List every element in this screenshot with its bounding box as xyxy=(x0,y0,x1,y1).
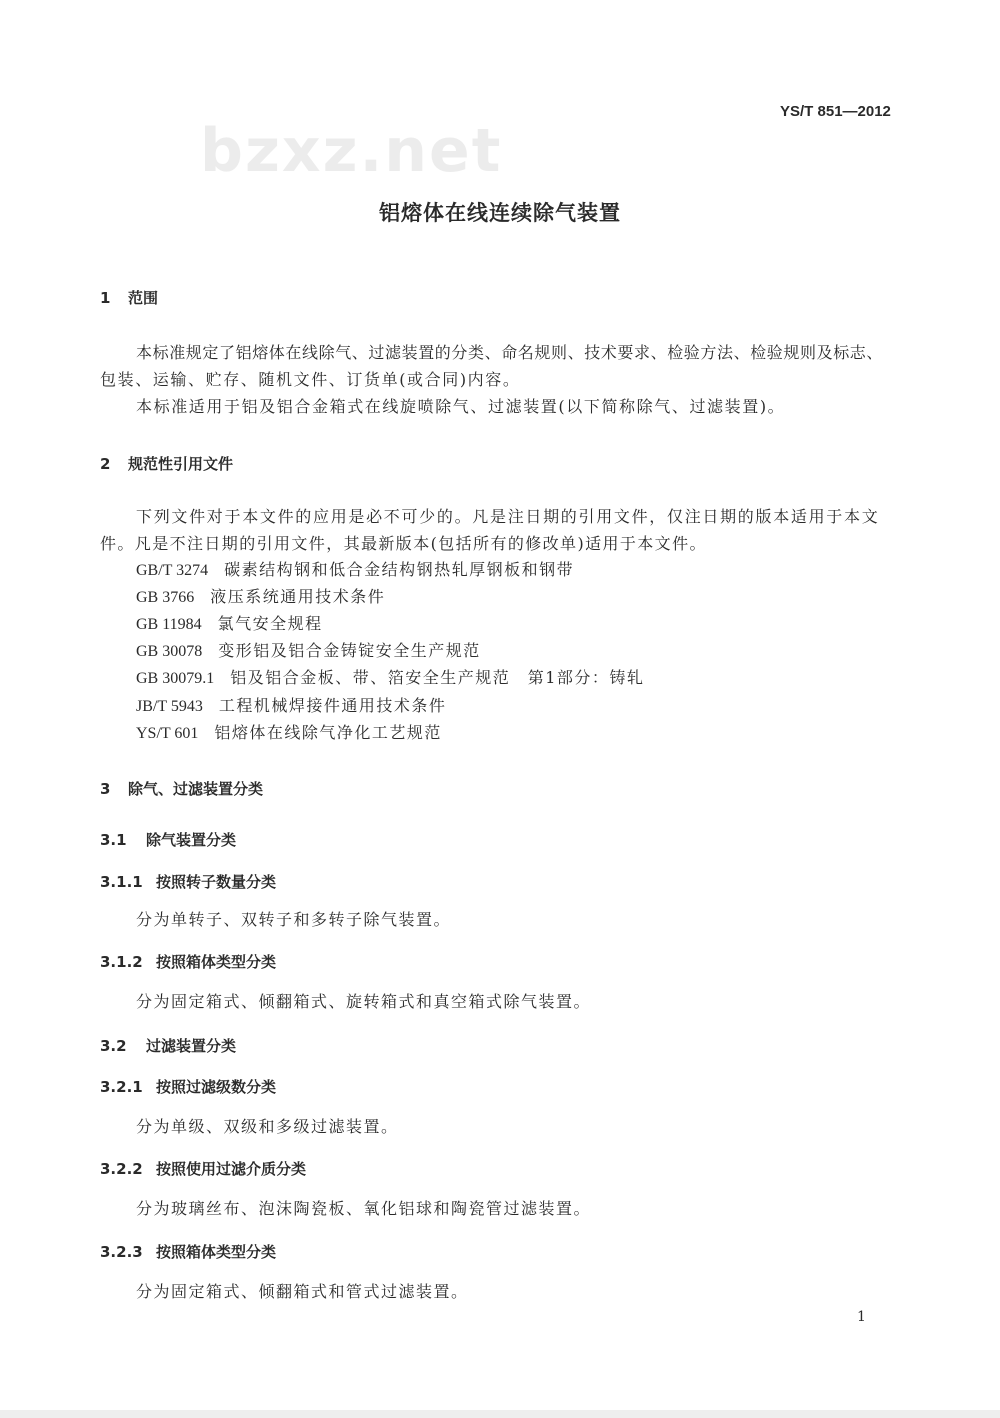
reference-item xyxy=(136,587,385,608)
paragraph: 分为玻璃丝布、泡沫陶瓷板、氧化铝球和陶瓷管过滤装置。 xyxy=(136,1199,592,1218)
reference-title: 工程机械焊接件通用技术条件 xyxy=(218,696,447,715)
section-number: 1 xyxy=(100,289,111,307)
section-title: 按照箱体类型分类 xyxy=(156,953,277,971)
paragraph: 本标准适用于铝及铝合金箱式在线旋喷除气、过滤装置(以下简称除气、过滤装置)。 xyxy=(136,397,786,416)
section-title: 按照箱体类型分类 xyxy=(156,1243,277,1261)
section-title: 按照转子数量分类 xyxy=(156,873,277,891)
reference-item xyxy=(136,560,574,581)
section-3-2-3-heading xyxy=(100,1242,276,1262)
standard-number: YS/T 851—2012 xyxy=(780,103,891,120)
section-number: 3.2.1 xyxy=(100,1078,143,1096)
section-number: 3.2 xyxy=(100,1037,127,1055)
reference-code: GB 30079.1 xyxy=(136,670,215,687)
paragraph: 分为固定箱式、倾翻箱式和管式过滤装置。 xyxy=(136,1282,469,1301)
paragraph-line: 件。凡是不注日期的引用文件，其最新版本(包括所有的修改单)适用于本文件。 xyxy=(100,534,707,553)
page-edge xyxy=(0,1410,1000,1418)
section-number: 2 xyxy=(100,455,111,473)
reference-item xyxy=(136,668,644,689)
reference-title: 变形铝及铝合金铸锭安全生产规范 xyxy=(218,641,481,660)
section-title: 范围 xyxy=(128,289,159,307)
reference-code: GB 30078 xyxy=(136,643,203,660)
reference-item xyxy=(136,614,323,635)
reference-title: 铝熔体在线除气净化工艺规范 xyxy=(214,723,442,742)
reference-code: GB 11984 xyxy=(136,616,202,633)
section-3-2-2-heading xyxy=(100,1159,306,1179)
paragraph-line: 下列文件对于本文件的应用是必不可少的。凡是注日期的引用文件，仅注日期的版本适用于本文 xyxy=(136,507,880,526)
section-title: 按照使用过滤介质分类 xyxy=(156,1160,307,1178)
document-title: 铝熔体在线连续除气装置 xyxy=(379,201,621,225)
reference-code: GB 3766 xyxy=(136,589,195,606)
reference-code: YS/T 601 xyxy=(136,725,199,742)
section-title: 除气装置分类 xyxy=(146,831,237,849)
section-number: 3.2.3 xyxy=(100,1243,143,1261)
reference-item xyxy=(136,696,446,717)
section-number: 3.2.2 xyxy=(100,1160,143,1178)
paragraph-line: 包装、运输、贮存、随机文件、订货单(或合同)内容。 xyxy=(100,370,521,389)
section-number: 3.1.2 xyxy=(100,953,143,971)
reference-title: 铝及铝合金板、带、箔安全生产规范 第1部分：铸轧 xyxy=(230,668,645,687)
section-1-heading xyxy=(100,288,158,308)
reference-title: 碳素结构钢和低合金结构钢热轧厚钢板和钢带 xyxy=(224,560,575,579)
section-title: 规范性引用文件 xyxy=(128,455,234,473)
section-2-heading xyxy=(100,454,233,474)
watermark: bzxz.net xyxy=(200,116,503,186)
section-3-2-heading xyxy=(100,1036,236,1056)
reference-title: 液压系统通用技术条件 xyxy=(210,587,386,606)
paragraph: 分为单转子、双转子和多转子除气装置。 xyxy=(136,910,452,929)
section-title: 按照过滤级数分类 xyxy=(156,1078,277,1096)
section-title: 除气、过滤装置分类 xyxy=(128,780,264,798)
section-3-1-1-heading xyxy=(100,872,276,892)
page-number: 1 xyxy=(857,1309,866,1325)
reference-code: GB/T 3274 xyxy=(136,562,209,579)
section-3-1-2-heading xyxy=(100,952,276,972)
section-3-heading xyxy=(100,779,263,799)
reference-code: JB/T 5943 xyxy=(136,698,203,715)
section-number: 3.1 xyxy=(100,831,127,849)
reference-item xyxy=(136,723,442,744)
section-3-1-heading xyxy=(100,830,236,850)
section-number: 3 xyxy=(100,780,111,798)
reference-title: 氯气安全规程 xyxy=(217,614,323,633)
reference-item xyxy=(136,641,481,662)
paragraph-line: 本标准规定了铝熔体在线除气、过滤装置的分类、命名规则、技术要求、检验方法、检验规则及标志、 xyxy=(136,343,884,362)
paragraph: 分为固定箱式、倾翻箱式、旋转箱式和真空箱式除气装置。 xyxy=(136,992,592,1011)
section-3-2-1-heading xyxy=(100,1077,276,1097)
section-title: 过滤装置分类 xyxy=(146,1037,237,1055)
paragraph: 分为单级、双级和多级过滤装置。 xyxy=(136,1117,399,1136)
section-number: 3.1.1 xyxy=(100,873,143,891)
